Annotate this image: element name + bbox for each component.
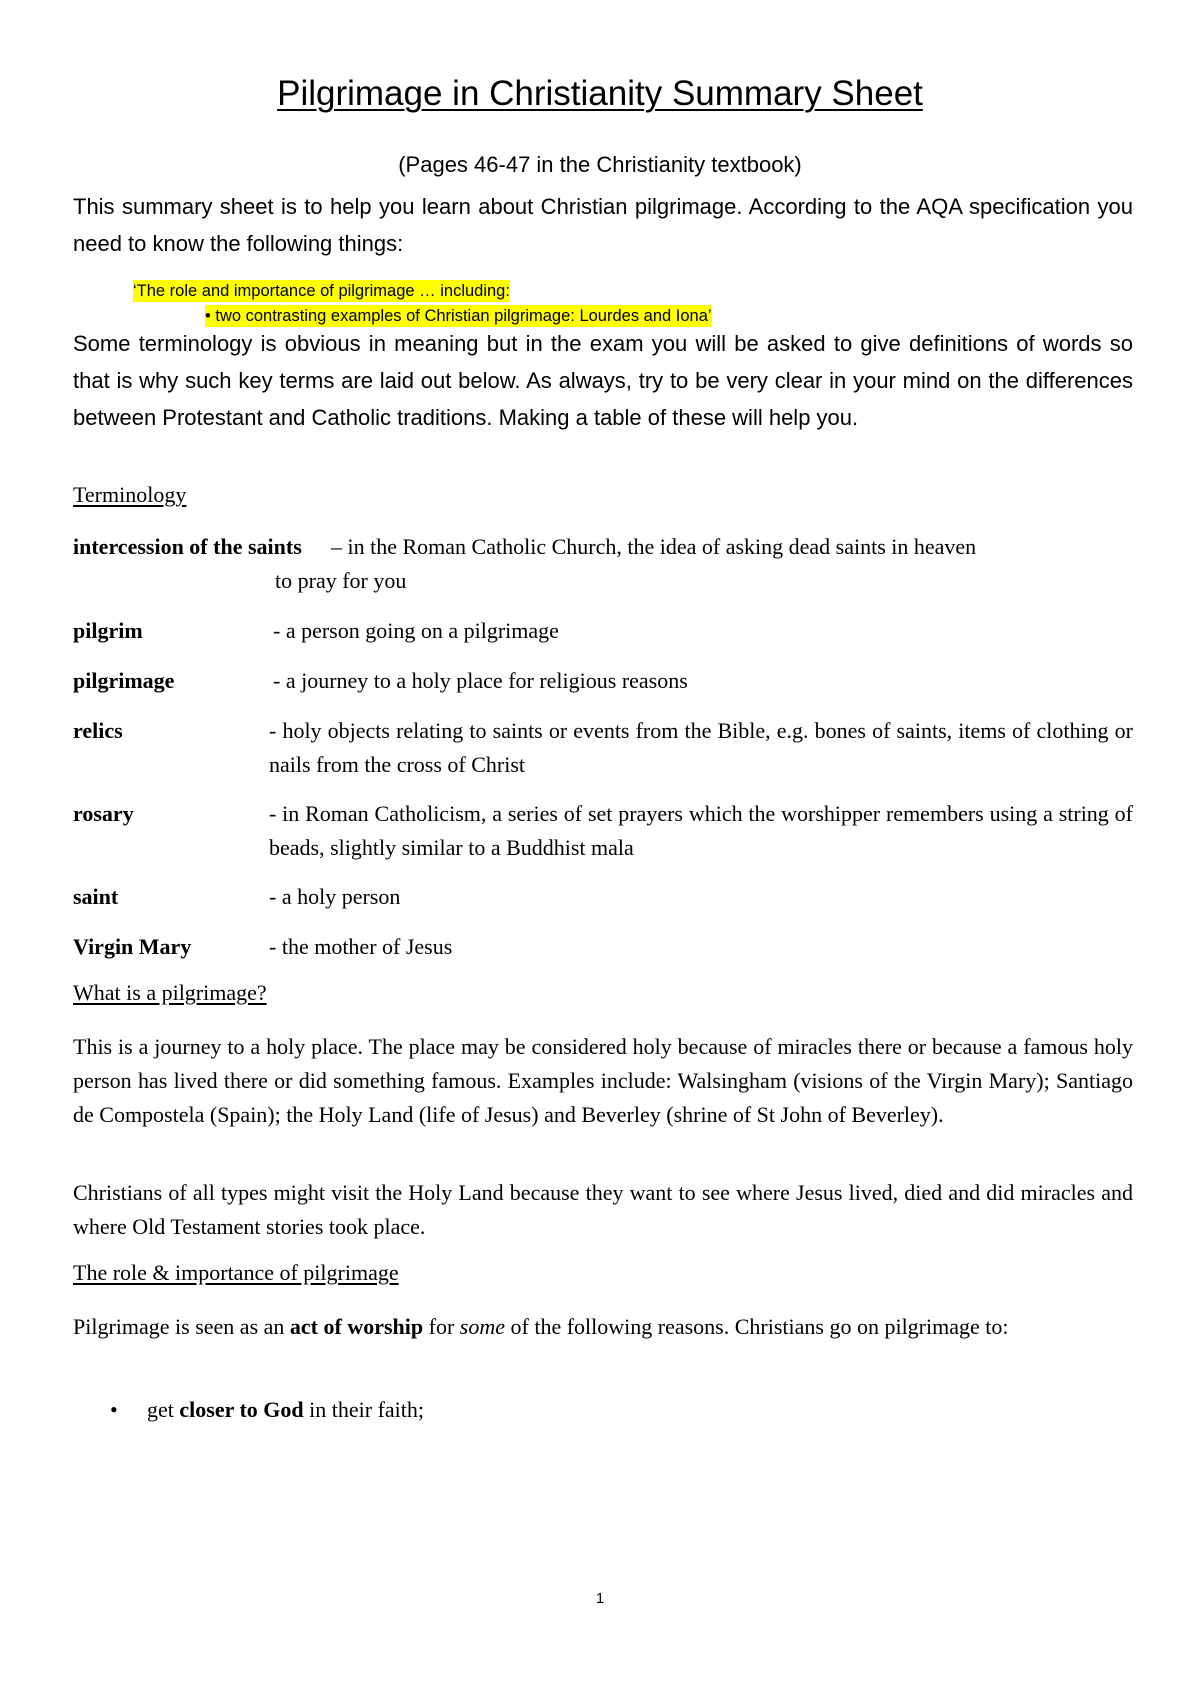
role-text-bold: act of worship (289, 1314, 424, 1339)
term-definition: - a person going on a pilgrimage (273, 618, 559, 643)
term-label: rosary (73, 801, 134, 826)
bullet-text-bold: closer to God (179, 1397, 304, 1422)
role-text-italic: some (459, 1314, 505, 1339)
term-label: pilgrim (73, 618, 143, 643)
page-title: Pilgrimage in Christianity Summary Sheet (277, 74, 923, 113)
intro-paragraph: This summary sheet is to help you learn about Christian pilgrimage. According to the AQA specification you need to know the following things: (73, 194, 1133, 256)
term-definition-continued: to pray for you (275, 568, 407, 593)
bullet-text-pre: get (147, 1397, 180, 1422)
bullet-text (147, 1393, 424, 1427)
term-row (73, 880, 1133, 914)
holy-land-paragraph: Christians of all types might visit the Holy Land because they want to see where Jesus lived, died and did miracles and where Old Testament stories took place. (73, 1180, 1133, 1239)
term-label: intercession of the saints (73, 534, 302, 559)
term-row (73, 614, 1133, 648)
quote-line-1: ‘The role and importance of pilgrimage … including: (133, 282, 510, 300)
term-definition: - a journey to a holy place for religious reasons (273, 668, 688, 693)
subtitle: (Pages 46-47 in the Christianity textbook) (398, 152, 802, 177)
role-importance-heading: The role & importance of pilgrimage (73, 1260, 399, 1285)
term-definition: - holy objects relating to saints or events from the Bible, e.g. bones of saints, items of clothing or nails from the cross of Christ (269, 718, 1133, 777)
term-row (73, 714, 1133, 784)
role-text-c: of the following reasons. Christians go on pilgrimage to: (505, 1314, 1009, 1339)
term-label: saint (73, 884, 119, 909)
term-label: relics (73, 718, 123, 743)
quote-line-2: • two contrasting examples of Christian pilgrimage: Lourdes and Iona’ (205, 307, 712, 325)
what-is-pilgrimage-heading: What is a pilgrimage? (73, 980, 267, 1005)
role-paragraph (73, 1310, 1073, 1344)
terminology-intro-paragraph: Some terminology is obvious in meaning but in the exam you will be asked to give definitions of words so that is why such key terms are laid out below. As always, try to be very clear in your mind on the differences between Protestant and Catholic traditions. Making a table of these will help you. (73, 331, 1133, 430)
term-definition: - the mother of Jesus (269, 934, 453, 959)
term-label: pilgrimage (73, 668, 175, 693)
term-row (73, 664, 1133, 698)
role-text-b: for (423, 1314, 460, 1339)
bullet-icon: • (110, 1397, 118, 1422)
bullet-text-post: in their faith; (303, 1397, 424, 1422)
term-label: Virgin Mary (73, 934, 192, 959)
term-definition: - a holy person (269, 884, 401, 909)
term-definition: – in the Roman Catholic Church, the idea of asking dead saints in heaven (331, 534, 977, 559)
term-definition: - in Roman Catholicism, a series of set prayers which the worshipper remembers using a string of beads, slightly similar to a Buddhist mala (269, 801, 1133, 860)
term-row (73, 797, 1133, 867)
terminology-heading: Terminology (73, 482, 187, 507)
term-row (73, 930, 1133, 964)
page-number: 1 (595, 1590, 605, 1607)
what-is-pilgrimage-paragraph: This is a journey to a holy place. The place may be considered holy because of miracles there or because a famous holy person has lived there or did something famous. Examples include: Walsingham (visions of the Virgin Mary); Santiago de Compostela (Spain); the Holy Land (life of Jesus) and Beverley (shrine of St John of Beverley). (73, 1034, 1133, 1127)
term-row (73, 530, 1133, 600)
role-text-a: Pilgrimage is seen as an (73, 1314, 290, 1339)
